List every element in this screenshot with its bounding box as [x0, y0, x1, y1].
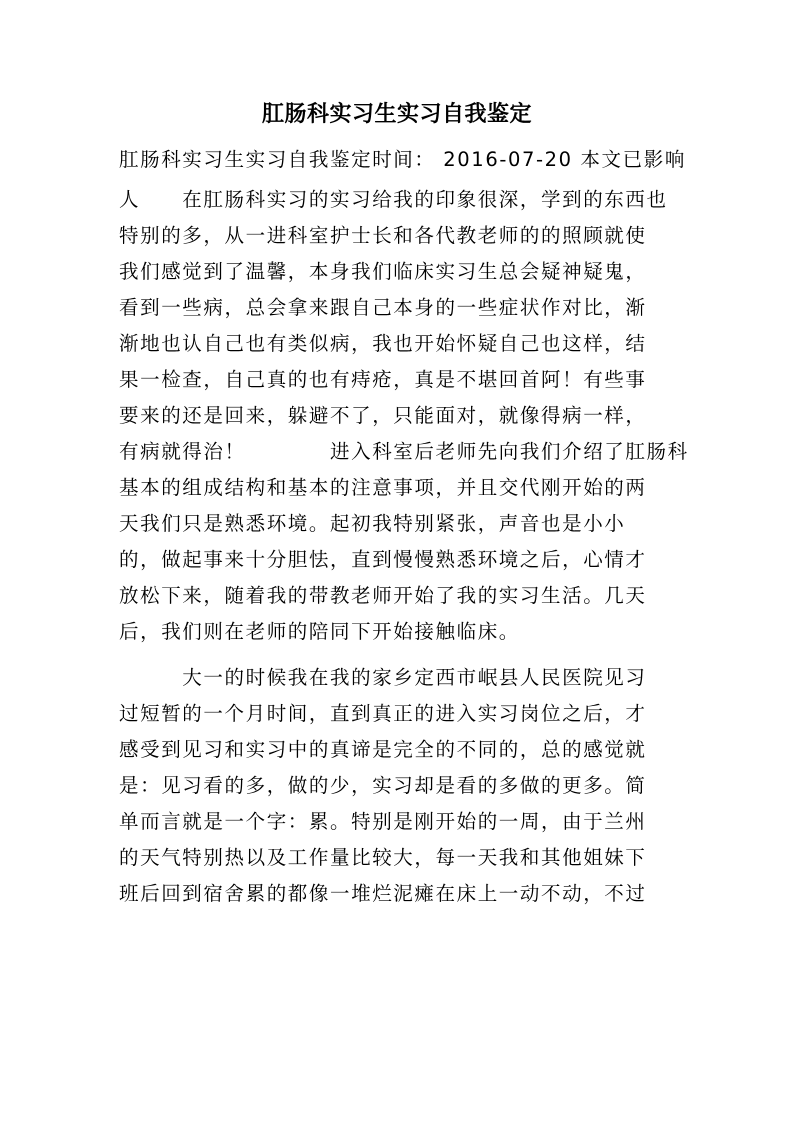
text-line: 肛肠科实习生实习自我鉴定时间： 2016-07-20 本文已影响 — [119, 148, 686, 171]
text-line: 人 在肛肠科实习的实习给我的印象很深，学到的东西也 — [119, 188, 668, 211]
text-line: 大一的时候我在我的家乡定西市岷县人民医院见习 — [119, 666, 647, 689]
text-line: 感受到见习和实习中的真谛是完全的不同的，总的感觉就 — [119, 738, 647, 761]
text-line: 是：见习看的多，做的少，实习却是看的多做的更多。简 — [119, 774, 647, 797]
text-line: 特别的多，从一进科室护士长和各代教老师的的照顾就使 — [119, 224, 647, 247]
text-line: 单而言就是一个字：累。特别是刚开始的一周，由于兰州 — [119, 810, 647, 833]
document-title: 肛肠科实习生实习自我鉴定 — [261, 101, 532, 127]
text-line: 的，做起事来十分胆怯，直到慢慢熟悉环境之后，心情才 — [119, 548, 647, 571]
text-line: 后，我们则在老师的陪同下开始接触临床。 — [119, 620, 520, 643]
text-line: 我们感觉到了温馨，本身我们临床实习生总会疑神疑鬼， — [119, 260, 647, 283]
text-line: 的天气特别热以及工作量比较大，每一天我和其他姐妹下 — [119, 846, 647, 869]
text-line: 天我们只是熟悉环境。起初我特别紧张，声音也是小小 — [119, 512, 626, 535]
text-line: 有病就得治！ 进入科室后老师先向我们介绍了肛肠科 — [119, 440, 689, 463]
text-line: 渐地也认自己也有类似病，我也开始怀疑自己也这样，结 — [119, 332, 647, 355]
text-line: 果一检查，自己真的也有痔疮，真是不堪回首阿！有些事 — [119, 368, 647, 391]
text-line: 过短暂的一个月时间，直到真正的进入实习岗位之后，才 — [119, 702, 647, 725]
text-line: 基本的组成结构和基本的注意事项，并且交代刚开始的两 — [119, 476, 647, 499]
text-line: 要来的还是回来，躲避不了，只能面对，就像得病一样， — [119, 404, 647, 427]
text-line: 看到一些病，总会拿来跟自己本身的一些症状作对比，渐 — [119, 296, 647, 319]
text-line: 班后回到宿舍累的都像一堆烂泥瘫在床上一动不动，不过 — [119, 882, 647, 905]
text-line: 放松下来，随着我的带教老师开始了我的实习生活。几天 — [119, 584, 647, 607]
